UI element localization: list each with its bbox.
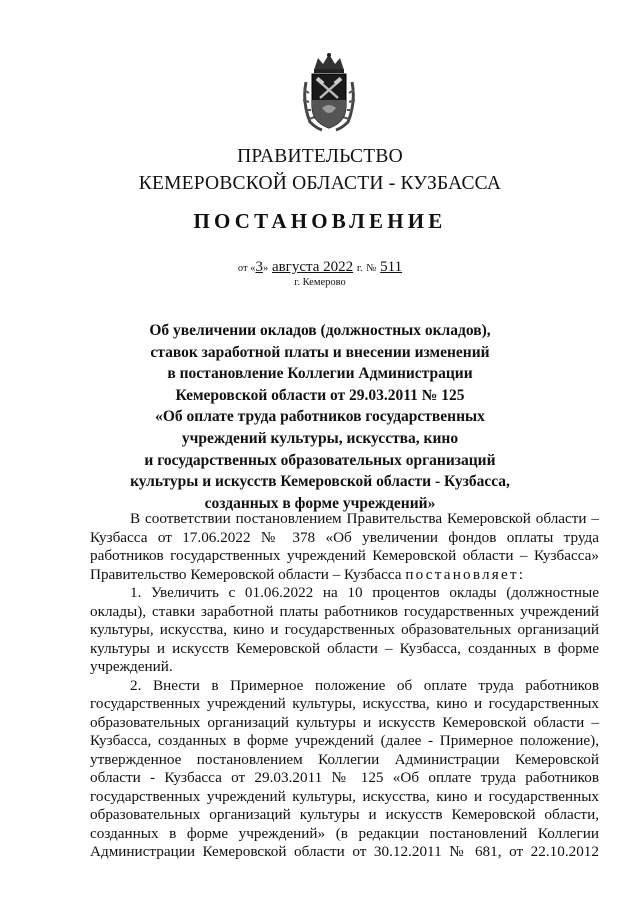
body-line: образовательных организаций культуры и искусств Кемеровской области – [90, 713, 599, 731]
title-line: Об увеличении окладов (должностных окладов), [149, 322, 491, 339]
body-line: 1. Увеличить с 01.06.2022 на 10 процентов оклады (должностные [130, 584, 599, 601]
body-line: 2. Внести в Примерное положение об оплате труда работников [130, 676, 599, 694]
decree-body-text [90, 510, 599, 862]
date-day-suffix: » [262, 263, 269, 274]
body-line: работников государственных учреждений Кемеровской области – Кузбасса» [90, 547, 599, 564]
title-line: в постановление Коллегии Администрации [167, 365, 473, 383]
body-line: образовательных организаций культуры и искусств Кемеровской области, [90, 806, 599, 823]
government-name-line-2: КЕМЕРОВСКОЙ ОБЛАСТИ - КУЗБАССА [138, 173, 502, 194]
title-line: учреждений культуры, искусства, кино [181, 429, 459, 447]
title-line: культуры и искусств Кемеровской области - Кузбасса, [130, 473, 510, 491]
body-line [90, 566, 599, 585]
title-line: ставок заработной платы и внесении изменений [150, 343, 490, 361]
body-line: государственных учреждений культуры, искусства, кино и государственных [90, 695, 599, 712]
city-name: г. Кемерово [294, 277, 346, 288]
body-line: Кузбасса от 17.06.2022 № 378 «Об увеличении фондов оплаты труда [90, 528, 599, 546]
body-line: государственных учреждений культуры, искусства, кино и государственных [90, 787, 599, 805]
body-line: созданных в форме учреждений» (в редакции постановлений Коллегии [90, 824, 599, 842]
decree-title [0, 320, 640, 514]
date-prefix: от « [237, 263, 256, 274]
body-line-prefix: Правительство Кемеровской области – Кузбасса [90, 565, 406, 583]
resolves-word: постановляет: [405, 565, 526, 583]
body-line: оклады), ставки заработной платы работников государственных учреждений [90, 602, 599, 620]
title-line: созданных в форме учреждений» [204, 494, 436, 512]
coat-of-arms-icon [300, 52, 358, 134]
body-line: Администрации Кемеровской области от 30.12.2011 № 681, от 22.10.2012 [90, 843, 599, 860]
body-line: В соответствии постановлением Правительства Кемеровской области – [130, 510, 599, 527]
decree-date-number-line [0, 258, 640, 278]
title-line: Кемеровской области от 29.03.2011 № 125 [175, 386, 465, 404]
date-month-year: августа 2022 [271, 259, 354, 275]
title-line: и государственных образовательных организаций [144, 451, 496, 469]
body-line: учреждений. [90, 658, 173, 675]
body-line: утвержденное постановлением Коллегии Администрации Кемеровской [90, 750, 599, 768]
body-line: Кузбасса, созданных в форме учреждений (далее - Примерное положение), [90, 732, 599, 749]
title-line: «Об оплате труда работников государственных [155, 408, 485, 426]
body-line: области - Кузбасса от 29.03.2011 № 125 «Об оплате труда работников [90, 769, 599, 786]
body-line: культуры и искусств Кемеровской области – Кузбасса, созданных в форме [90, 639, 599, 657]
body-line: культуры, искусства, кино и государственных образовательных организаций [90, 621, 599, 638]
number-sign: № [366, 263, 377, 274]
decree-number: 511 [380, 259, 403, 275]
document-type-heading: ПОСТАНОВЛЕНИЕ [193, 209, 447, 233]
date-day: 3 [255, 259, 263, 275]
date-year-suffix: г. [356, 263, 363, 274]
government-name-line-1: ПРАВИТЕЛЬСТВО [237, 146, 403, 167]
